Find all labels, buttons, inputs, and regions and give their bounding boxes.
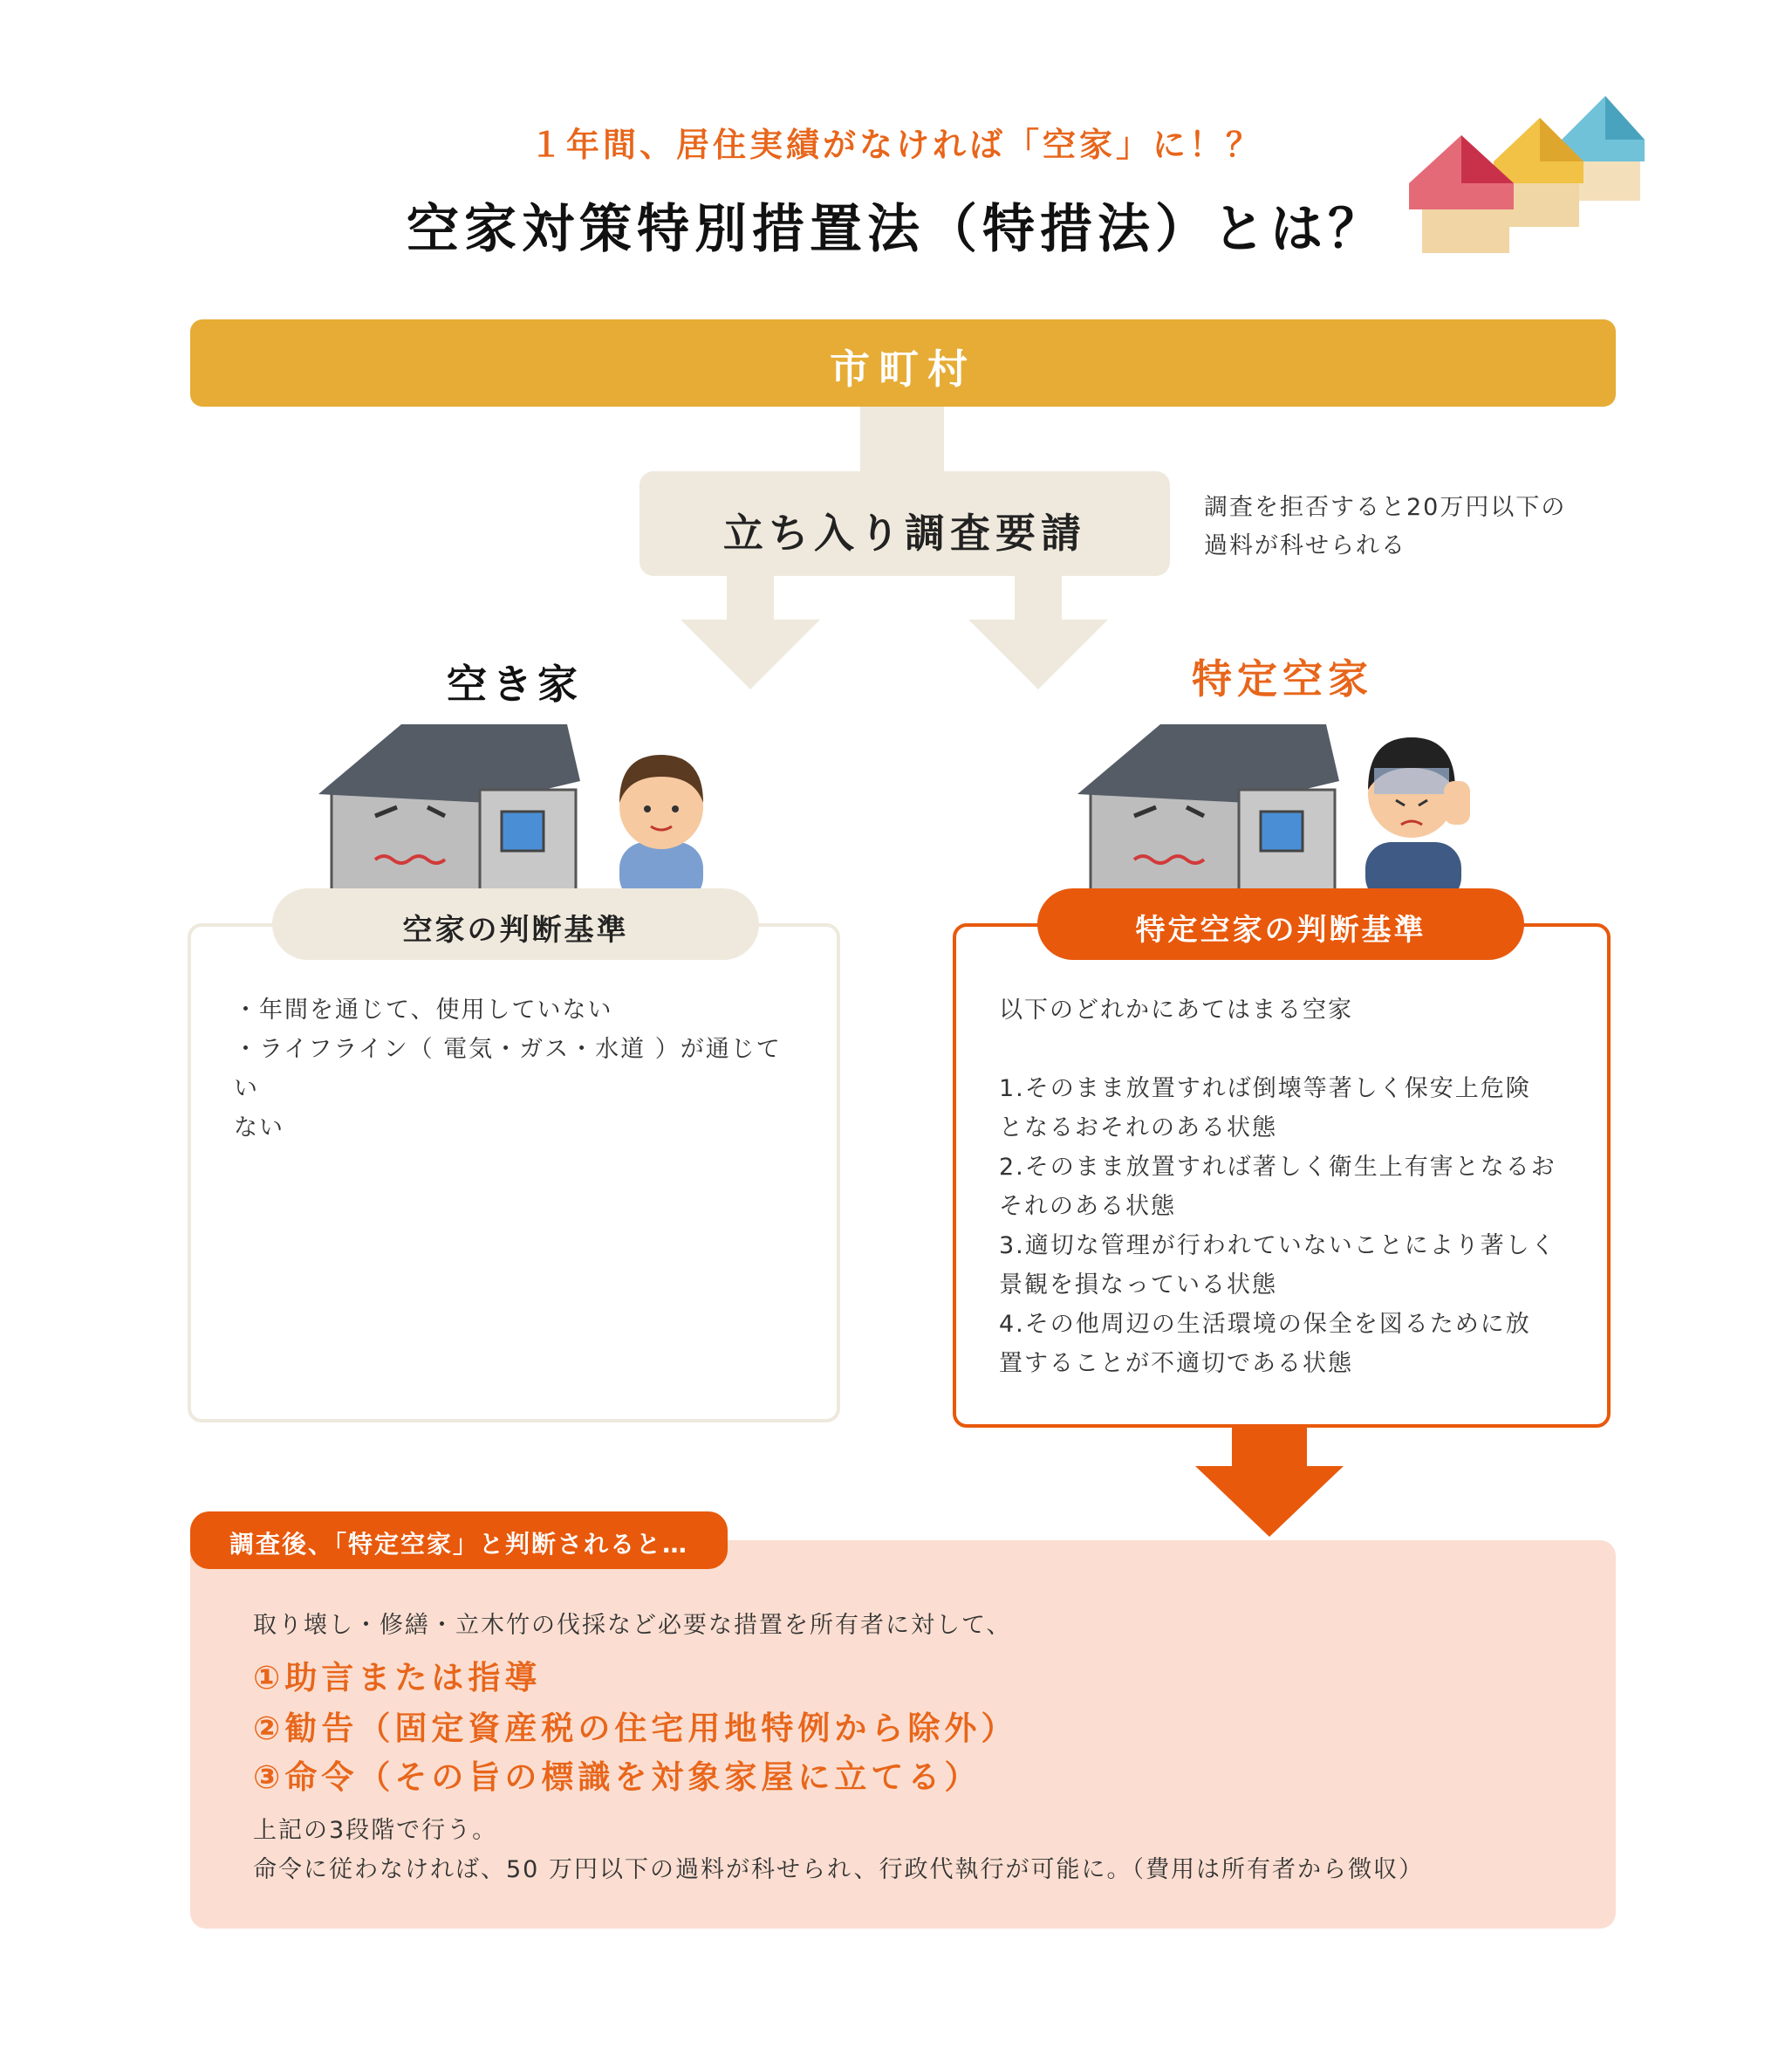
criteria-line: ・ライフライン（ 電気・ガス・水道 ）が通じてい: [234, 1036, 782, 1102]
toy-houses-icon: [1396, 87, 1658, 262]
survey-note: [1204, 489, 1658, 565]
result-tag-text: 調査後、「特定空家」と判断されると…: [229, 1530, 688, 1559]
criteria-line: 1.そのまま放置すれば倒壊等著しく保安上危険: [999, 1075, 1531, 1102]
criteria-line: それのある状態: [999, 1193, 1176, 1220]
worried-person-icon: [1365, 737, 1470, 903]
criteria-line: 3.適切な管理が行われていないことにより著しく: [999, 1232, 1556, 1259]
criteria-line: ・年間を通じて、使用していない: [234, 997, 613, 1024]
toy-house-red: [1409, 135, 1514, 253]
criteria-line: 4.その他周辺の生活環境の保全を図るために放: [999, 1311, 1531, 1338]
subtitle: １年間、居住実績がなければ「空家」に！？: [529, 126, 1262, 164]
calm-person-icon: [619, 755, 703, 903]
survey-request-label: 立ち入り調査要請: [723, 510, 1086, 557]
survey-note-line: 調査を拒否すると20万円以下の: [1204, 494, 1567, 521]
arrow-down-left-icon: [681, 576, 820, 689]
split-arrows: [681, 576, 1134, 689]
result-note-line: 上記の3段階で行う。: [253, 1817, 498, 1844]
sad-house-worried-illustration: [1073, 720, 1474, 903]
sad-house-icon: [318, 724, 580, 894]
result-note-line: 命令に従わなければ、50 万円以下の過料が科せられ、行政代執行が可能に。（費用は所有者から徴収）: [253, 1856, 1425, 1883]
sad-house-icon: [1077, 724, 1339, 894]
arrow-down-right-icon: [968, 576, 1108, 689]
step-order: ③命令（その旨の標識を対象家屋に立てる）: [253, 1758, 981, 1796]
criteria-line: 2.そのまま放置すれば著しく衛生上有害となるお: [999, 1154, 1556, 1181]
survey-note-line: 過料が科せられる: [1204, 532, 1406, 559]
criteria-line: 置することが不適切である状態: [999, 1350, 1353, 1377]
municipality-label: 市町村: [830, 346, 976, 393]
spacer: [999, 1030, 1575, 1069]
vacant-house-criteria-title: 空家の判断基準: [402, 913, 629, 948]
result-intro: 取り壊し・修繕・立木竹の伐採など必要な措置を所有者に対して、: [253, 1612, 1012, 1639]
step-recommendation: ②勧告（固定資産税の住宅用地特例から除外）: [253, 1710, 1018, 1747]
arrow-down-orange-icon: [1195, 1428, 1344, 1537]
step-advice: ①助言または指導: [253, 1659, 542, 1696]
criteria-line: ない: [234, 1114, 284, 1141]
vacant-house-heading: 空き家: [447, 661, 583, 708]
flow-connector: [860, 407, 944, 478]
criteria-line: となるおそれのある状態: [999, 1114, 1277, 1141]
specific-vacant-house-criteria-title: 特定空家の判断基準: [1135, 913, 1426, 948]
sad-house-illustration: [314, 720, 715, 903]
page-title: 空家対策特別措置法（特措法）とは？: [407, 199, 1385, 260]
result-note: [253, 1811, 1597, 1889]
specific-vacant-house-criteria-text: [999, 990, 1575, 1383]
vacant-house-criteria-text: [234, 990, 792, 1148]
criteria-line: 景観を損なっている状態: [999, 1271, 1277, 1299]
criteria-intro: 以下のどれかにあてはまる空家: [999, 997, 1353, 1024]
specific-vacant-house-heading: 特定空家: [1192, 655, 1373, 702]
